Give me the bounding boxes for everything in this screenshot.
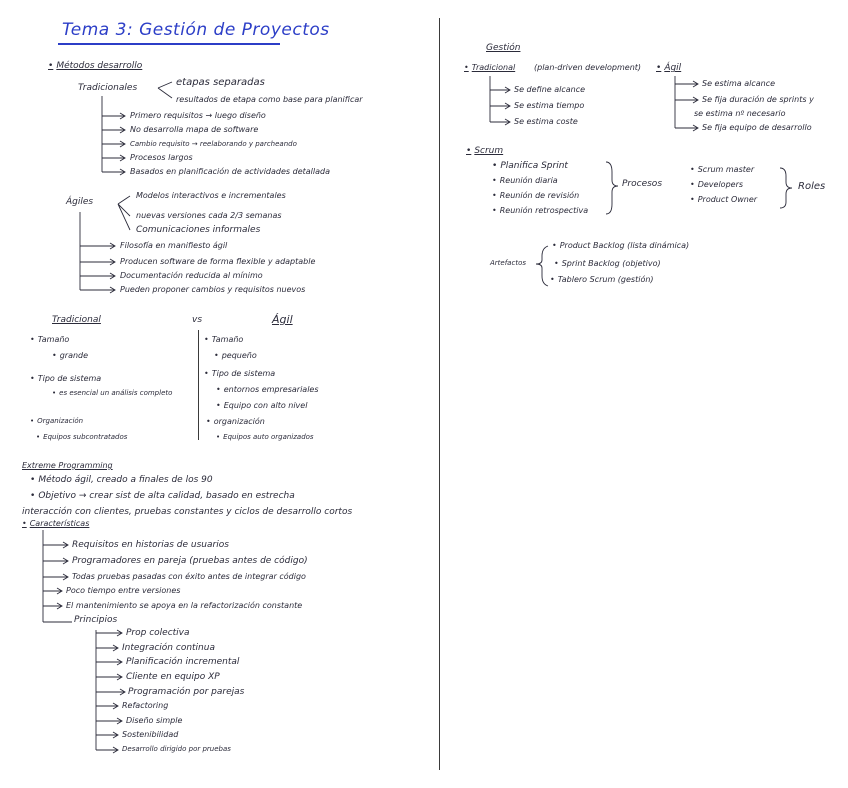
agil-branch-2: nuevas versiones cada 2/3 semanas — [136, 211, 282, 220]
trad-item-3: Cambio requisito → reelaborando y parcheando — [130, 140, 297, 148]
caract-item-2: Programadores en pareja (pruebas antes de código) — [72, 556, 308, 566]
agil-org-value: • Equipos auto organizados — [216, 434, 314, 441]
principio-5: Programación por parejas — [128, 687, 245, 697]
gestion-heading: Gestión — [486, 43, 521, 53]
compare-right-head: Ágil — [272, 313, 293, 326]
xp-line-2: • Objetivo → crear sist de alta calidad, basado en estrecha — [30, 492, 295, 501]
principios-label: Principios — [74, 615, 118, 625]
procesos-label: Procesos — [622, 179, 663, 189]
agil-item-4: Pueden proponer cambios y requisitos nuevos — [120, 285, 306, 294]
principio-3: Planificación incremental — [126, 657, 240, 667]
artefacto-3: • Tablero Scrum (gestión) — [550, 276, 654, 284]
agil-item-3: Documentación reducida al mínimo — [120, 271, 263, 280]
agil-gestion-3: se estima nº necesario — [694, 109, 786, 118]
trad-item-5: Basados en planificación de actividades detallada — [130, 167, 330, 176]
rol-1: • Scrum master — [690, 166, 754, 174]
principio-6: Refactoring — [122, 701, 169, 710]
metodos-heading: • Métodos desarrollo — [48, 62, 142, 71]
agil-tipo: • Tipo de sistema — [204, 370, 275, 378]
proceso-2: • Reunión diaria — [492, 177, 558, 185]
trad-gestion-1: Se define alcance — [514, 85, 586, 94]
rol-3: • Product Owner — [690, 196, 757, 204]
scrum-heading: • Scrum — [466, 147, 503, 156]
principio-8: Sostenibilidad — [122, 730, 179, 739]
agiles-label: Ágiles — [66, 197, 94, 207]
trad-gestion-2: Se estima tiempo — [514, 101, 585, 110]
agil-tamano: • Tamaño — [204, 336, 243, 344]
agil-branch-1: Modelos interactivos e incrementales — [136, 191, 286, 200]
trad-tipo-value: • es esencial un análisis completo — [52, 390, 172, 397]
agil-org: • organización — [206, 418, 265, 426]
artefactos-label: Artefactos — [490, 259, 526, 267]
trad-item-1: Primero requisitos → luego diseño — [130, 111, 266, 120]
caract-item-5: El mantenimiento se apoya en la refactorización constante — [66, 601, 303, 610]
tradicional-sub: (plan-driven development) — [534, 63, 642, 72]
roles-label: Roles — [798, 181, 826, 192]
principio-9: Desarrollo dirigido por pruebas — [122, 745, 231, 753]
agil-tipo-value-1: • entornos empresariales — [216, 386, 319, 394]
xp-heading: Extreme Programming — [22, 461, 113, 470]
agil-branch-3: Comunicaciones informales — [136, 225, 261, 235]
compare-vs: vs — [192, 315, 203, 325]
agil-gestion-2: Se fija duración de sprints y — [702, 95, 814, 104]
caract-item-4: Poco tiempo entre versiones — [66, 586, 181, 595]
xp-line-1: • Método ágil, creado a finales de los 90 — [30, 476, 213, 485]
principio-2: Integración continua — [122, 643, 215, 653]
compare-left-head: Tradicional — [52, 315, 101, 325]
trad-org: • Organización — [30, 418, 83, 425]
agil-item-2: Producen software de forma flexible y adaptable — [120, 257, 316, 266]
agil-tamano-value: • pequeño — [214, 352, 257, 360]
principio-1: Prop colectiva — [126, 628, 190, 638]
xp-line-3: interacción con clientes, pruebas constantes y ciclos de desarrollo cortos — [22, 507, 353, 517]
tradicional-label: • Tradicional — [464, 64, 515, 72]
artefacto-2: • Sprint Backlog (objetivo) — [554, 260, 661, 268]
trad-tipo: • Tipo de sistema — [30, 375, 101, 383]
artefacto-1: • Product Backlog (lista dinámica) — [552, 242, 689, 250]
rol-2: • Developers — [690, 181, 743, 189]
page-title: Tema 3: Gestión de Proyectos — [62, 20, 330, 40]
principio-7: Diseño simple — [126, 716, 183, 725]
trad-org-value: • Equipos subcontratados — [36, 434, 127, 441]
tradicionales-label: Tradicionales — [78, 83, 138, 93]
proceso-1: • Planifica Sprint — [492, 162, 568, 171]
caract-item-1: Requisitos en historias de usuarios — [72, 540, 229, 550]
caract-item-3: Todas pruebas pasadas con éxito antes de integrar código — [72, 572, 306, 581]
trad-item-4: Procesos largos — [130, 153, 193, 162]
trad-item-2: No desarrolla mapa de software — [130, 125, 259, 134]
agil-gestion-1: Se estima alcance — [702, 79, 776, 88]
caract-heading: • Características — [22, 520, 89, 528]
trad-branch-1: etapas separadas — [176, 77, 265, 88]
agil-gestion-4: Se fija equipo de desarrollo — [702, 123, 812, 132]
trad-tamano: • Tamaño — [30, 336, 69, 344]
trad-tamano-value: • grande — [52, 352, 88, 360]
agil-item-1: Filosofía en manifiesto ágil — [120, 241, 228, 250]
principio-4: Cliente en equipo XP — [126, 672, 220, 682]
agil-label: • Ágil — [656, 64, 681, 73]
agil-tipo-value-2: • Equipo con alto nivel — [216, 402, 307, 410]
proceso-4: • Reunión retrospectiva — [492, 207, 588, 215]
trad-branch-2: resultados de etapa como base para planificar — [176, 95, 363, 104]
proceso-3: • Reunión de revisión — [492, 192, 579, 200]
trad-gestion-3: Se estima coste — [514, 117, 578, 126]
